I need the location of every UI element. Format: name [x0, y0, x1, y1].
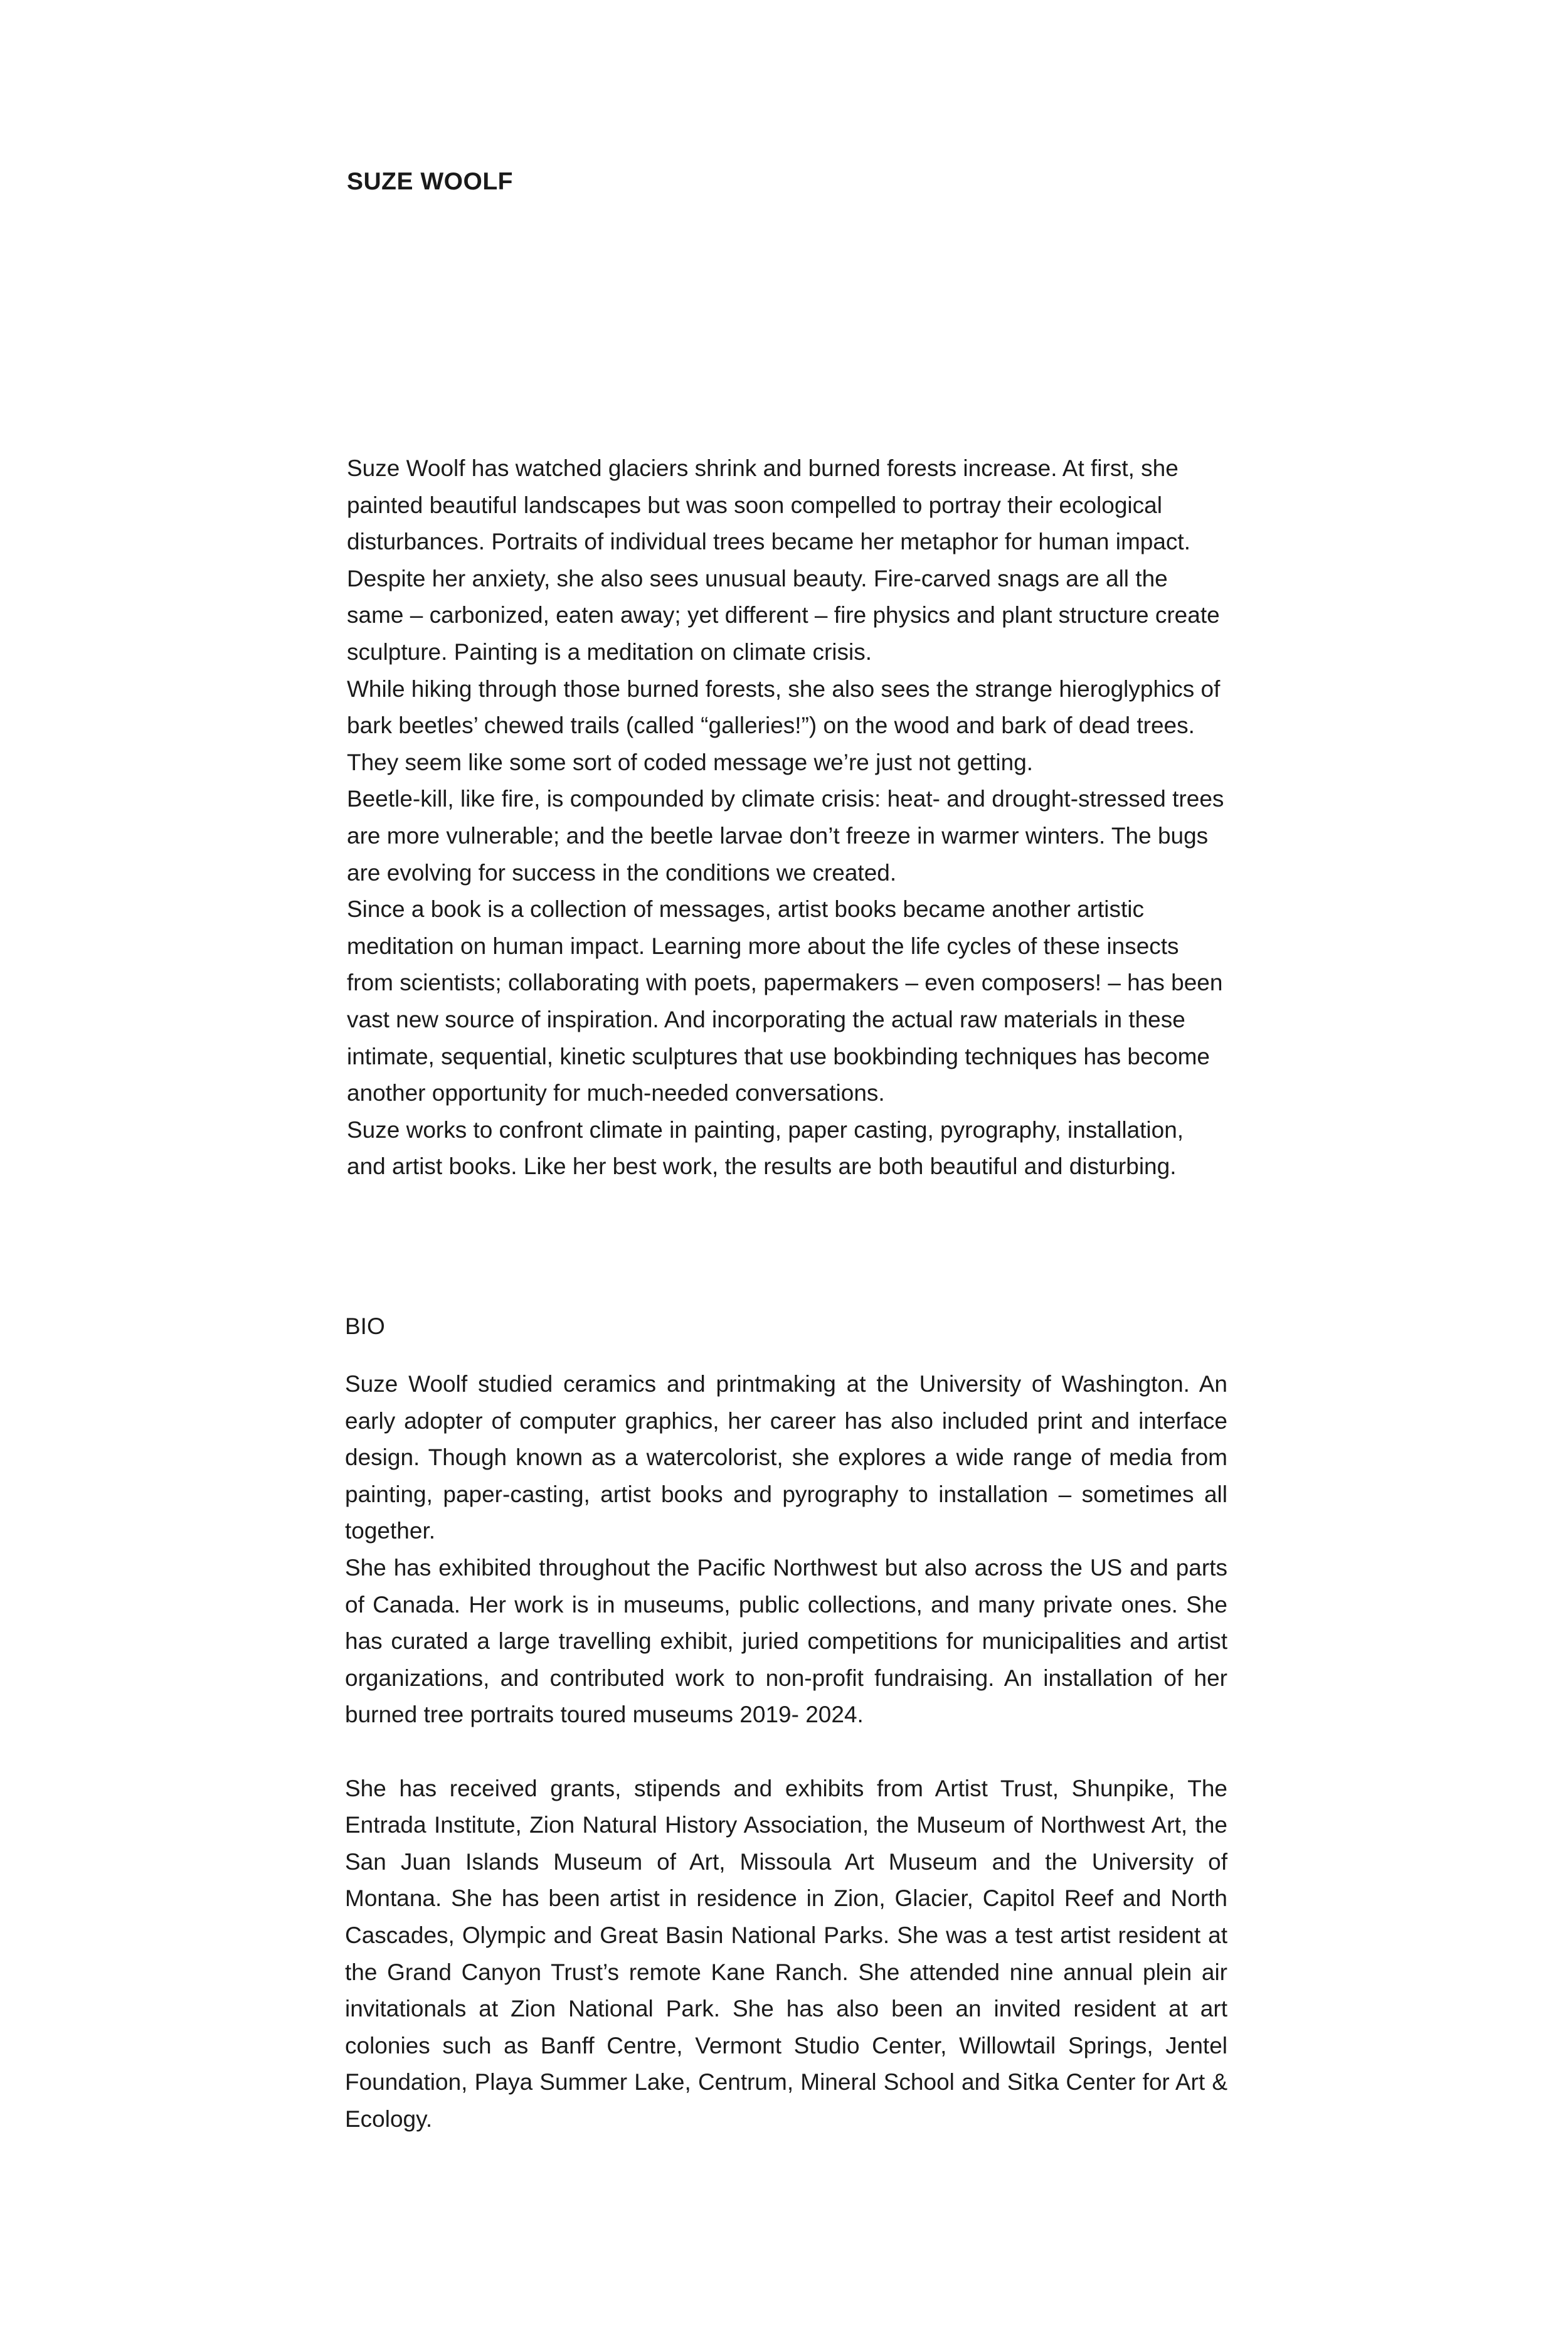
bio-paragraph: Suze Woolf studied ceramics and printmaking at the University of Washington. An early adopter of computer graphics, her career has also included print and interface design. Though known as a watercolorist, she explores a wide range of media from painting, paper-casting, artist books and pyrography to installation – sometimes all together. — [345, 1371, 1227, 1544]
statement-paragraph: Suze Woolf has watched glaciers shrink and burned forests increase. At first, she painted beautiful landscapes but was soon compelled to portray their ecological disturbances. Portraits of individual trees became her metaphor for human impact. — [347, 455, 1190, 555]
bio-heading: BIO — [345, 1313, 385, 1339]
artist-statement — [347, 450, 1227, 1185]
statement-paragraph: Suze works to confront climate in painting, paper casting, pyrography, installation, and artist books. Like her best work, the results are both beautiful and disturbing. — [347, 1116, 1184, 1180]
page-title: SUZE WOOLF — [347, 168, 513, 195]
bio-paragraph: She has exhibited throughout the Pacific Northwest but also across the US and parts of Canada. Her work is in museums, public collections, and many private ones. She has curated a large travelling exhibit, juried competitions for municipalities and artist organizations, and contributed work to non-profit fundraising. An installation of her burned tree portraits toured museums 2019- 2024. — [345, 1554, 1227, 1728]
bio-section — [345, 1366, 1227, 2137]
statement-paragraph: While hiking through those burned forests, she also sees the strange hieroglyphics of bark beetles’ chewed trails (called “galleries!”) on the wood and bark of dead trees. They seem like some sort of coded message we’re just not getting. — [347, 675, 1221, 775]
statement-paragraph: Since a book is a collection of messages, artist books became another artistic meditation on human impact. Learning more about the life cycles of these insects from scientists; collaborating with poets, papermakers – even composers! – has been vast new source of inspiration. And incorporating the actual raw materials in these intimate, sequential, kinetic sculptures that use bookbinding techniques has become another opportunity for much-needed conversations. — [347, 896, 1223, 1106]
bio-paragraph: She has received grants, stipends and exhibits from Artist Trust, Shunpike, The Entrada Institute, Zion Natural History Association, the Museum of Northwest Art, the San Juan Islands Museum of Art, Missoula Art Museum and the University of Montana. She has been artist in residence in Zion, Glacier, Capitol Reef and North Cascades, Olympic and Great Basin National Parks. She was a test artist resident at the Grand Canyon Trust’s remote Kane Ranch. She attended nine annual plein air invitationals at Zion National Park. She has also been an invited resident at art colonies such as Banff Centre, Vermont Studio Center, Willowtail Springs, Jentel Foundation, Playa Summer Lake, Centrum, Mineral School and Sitka Center for Art & Ecology. — [345, 1775, 1227, 2132]
statement-paragraph: Despite her anxiety, she also sees unusual beauty. Fire-carved snags are all the same – carbonized, eaten away; yet different – fire physics and plant structure create sculpture. Painting is a meditation on climate crisis. — [347, 565, 1220, 665]
statement-paragraph: Beetle-kill, like fire, is compounded by climate crisis: heat- and drought-stressed trees are more vulnerable; and the beetle larvae don’t freeze in warmer winters. The bugs are evolving for success in the conditions we created. — [347, 786, 1224, 886]
